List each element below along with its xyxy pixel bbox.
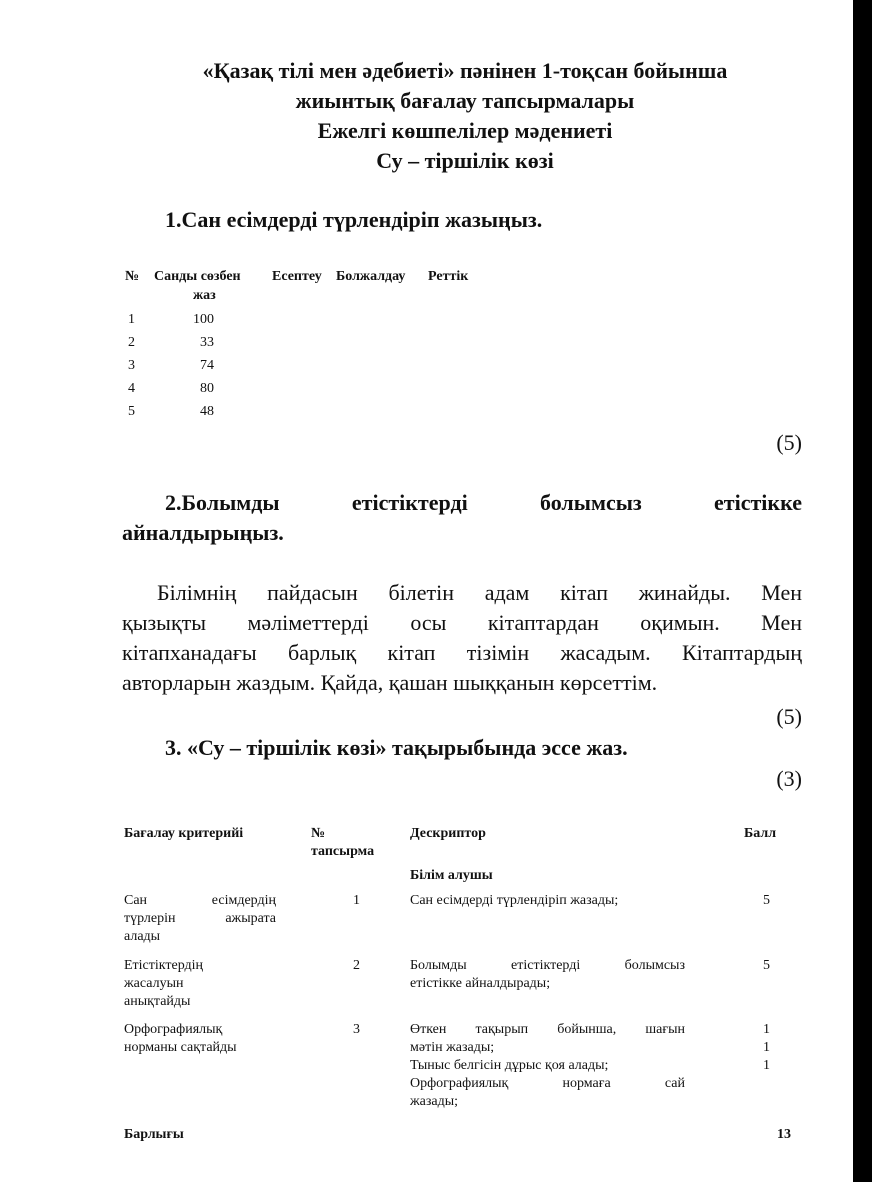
document-title-line-1: «Қазақ тілі мен әдебиеті» пәнінен 1-тоқсан бойынша — [202, 58, 728, 83]
rubric-descriptor: Өткен тақырып бойынша, шағын мәтін жазады; Тыныс белгісін дұрыс қоя алады; Орфографиялық нормаға сай жазады; — [410, 1022, 685, 1109]
rubric-score: 5 — [763, 893, 770, 908]
rubric-score: 1 1 1 — [763, 1022, 770, 1073]
task1-row-value: 33 — [200, 335, 214, 350]
task1-row-value: 74 — [200, 358, 214, 373]
task1-row-value: 48 — [200, 404, 214, 419]
task3-score: (3) — [776, 766, 802, 791]
task1-col-words: Санды сөзбен — [154, 269, 241, 284]
task1-col-words-cont: жаз — [193, 288, 216, 303]
task2-heading-word: болымсыз — [540, 490, 642, 515]
black-edge-bar — [853, 0, 872, 1182]
paragraph-line: қызықты мәліметтерді осы кітаптардан оқимын. Мен — [122, 610, 802, 635]
rubric-header-task-number-cont: тапсырма — [311, 844, 375, 859]
rubric-task-number: 1 — [353, 893, 360, 908]
task2-heading-word: етістіктерді — [351, 490, 468, 515]
paragraph-line: авторларын жаздым. Қайда, қашан шыққанын көрсеттім. — [122, 670, 658, 695]
task2-heading-line-2: айналдырыңыз. — [122, 520, 284, 545]
task2-heading — [122, 488, 802, 548]
rubric-total-value: 13 — [777, 1127, 791, 1142]
task1-row-number: 1 — [128, 312, 135, 327]
document-title-line-2: жиынтық бағалау тапсырмалары — [295, 88, 635, 113]
task1-row-number: 2 — [128, 335, 135, 350]
task2-heading-word: 2.Болымды — [165, 490, 280, 515]
rubric-header-task-number: № — [311, 826, 326, 841]
task2-score: (5) — [776, 704, 802, 729]
rubric-task-number: 2 — [353, 958, 360, 973]
paragraph-line: кітапханадағы барлық кітап тізімін жасадым. Кітаптардың — [122, 640, 802, 665]
task1-col-number: № — [125, 269, 140, 284]
rubric-criteria: Орфографиялық норманы сақтайды — [124, 1022, 237, 1055]
rubric-task-number: 3 — [353, 1022, 360, 1037]
task1-score: (5) — [776, 430, 802, 455]
rubric-header-criteria: Бағалау критерийі — [124, 826, 244, 841]
rubric-header-score: Балл — [744, 826, 777, 841]
rubric-section-label: Білім алушы — [410, 868, 493, 883]
task1-row-value: 80 — [200, 381, 214, 396]
task2-heading-word: етістікке — [714, 490, 802, 515]
rubric-total-label: Барлығы — [124, 1127, 184, 1142]
task1-row-number: 3 — [128, 358, 135, 373]
document-title-line-4: Су – тіршілік көзі — [376, 148, 554, 173]
rubric-score: 5 — [763, 958, 770, 973]
task1-col-calc: Есептеу — [272, 269, 322, 284]
document-title-line-3: Ежелгі көшпелілер мәдениеті — [317, 118, 613, 143]
task1-col-estimate: Болжалдау — [336, 269, 406, 284]
paragraph-line: Білімнің пайдасын білетін адам кітап жинайды. Мен — [157, 580, 802, 605]
task1-row-value: 100 — [193, 312, 214, 327]
rubric-criteria: Сан есімдердің түрлерін ажырата алады — [124, 893, 276, 944]
task1-row-number: 5 — [128, 404, 135, 419]
task1-heading: 1.Сан есімдерді түрлендіріп жазыңыз. — [165, 207, 543, 232]
task1-col-ordinal: Реттік — [428, 269, 469, 284]
task1-row-number: 4 — [128, 381, 135, 396]
rubric-descriptor: Болымды етістіктерді болымсыз етістікке айналдырады; — [410, 958, 685, 991]
task2-paragraph — [122, 578, 802, 698]
rubric-header-descriptor: Дескриптор — [410, 826, 486, 841]
task3-heading: 3. «Су – тіршілік көзі» тақырыбында эссе жаз. — [165, 735, 628, 760]
rubric-descriptor: Сан есімдерді түрлендіріп жазады; — [410, 893, 619, 908]
rubric-criteria: Етістіктердің жасалуын анықтайды — [124, 958, 204, 1009]
